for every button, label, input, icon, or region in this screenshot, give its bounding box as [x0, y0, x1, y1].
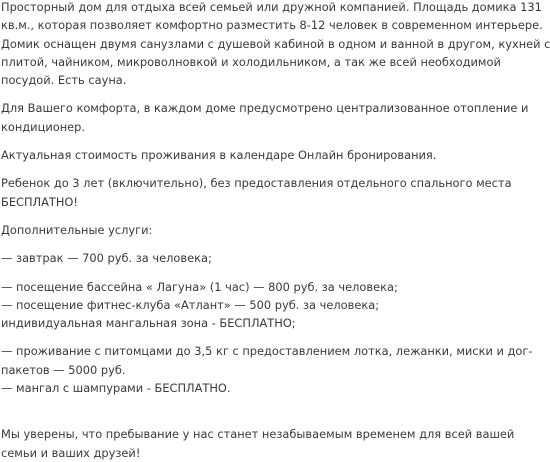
- service-breakfast: [1, 249, 467, 267]
- closing-line-1: Мы уверены, что пребывание у нас станет незабываемым временем для всей вашей: [1, 427, 515, 442]
- service-skewers-text: — мангал с шампурами - БЕСПЛАТНО.: [1, 381, 231, 396]
- description-paragraph: [1, 0, 550, 89]
- services-heading-text: Дополнительные услуги:: [1, 222, 153, 237]
- price-note-line: Актуальная стоимость проживания в календаре Онлайн бронирования.: [1, 148, 437, 163]
- page-content: [1, 0, 550, 462]
- service-breakfast-text: — завтрак — 700 руб. за человека;: [1, 251, 212, 266]
- description-line-3: Домик оснащен двумя санузлами с душевой кабиной в одном и ванной в другом, кухней с: [1, 36, 550, 51]
- services-list-2: [1, 342, 533, 397]
- comfort-line-2: кондиционер.: [1, 119, 86, 134]
- services-list: [1, 278, 467, 333]
- service-bbq-zone-text: индивидуальная мангальная зона - БЕСПЛАТНО;: [1, 316, 296, 331]
- service-pool-text: — посещение бассейна « Лагуна» (1 час) — 800 руб. за человека;: [1, 279, 398, 294]
- price-note: [1, 146, 467, 164]
- service-pets-line-1: — проживание с питомцами до 3,5 кг с предоставлением лотка, лежанки, миски и дог-: [1, 344, 533, 359]
- comfort-line-1: Для Вашего комфорта, в каждом доме предусмотрено централизованное отопление и: [1, 101, 529, 116]
- description-line-1: Просторный дом для отдыха всей семьей или дружной компанией. Площадь домика 131: [1, 0, 542, 14]
- closing-line-2: семьи и ваших друзей!: [1, 445, 141, 460]
- closing-paragraph: [1, 425, 515, 462]
- services-heading: [1, 221, 467, 239]
- service-fitness-text: — посещение фитнес-клуба «Атлант» — 500 руб. за человека;: [1, 297, 380, 312]
- service-pets-line-2: пакетов — 5000 руб.: [1, 362, 126, 377]
- child-note-line-1: Ребенок до 3 лет (включительно), без предоставления отдельного спального места: [1, 176, 512, 191]
- description-line-5: посудой. Есть сауна.: [1, 73, 127, 88]
- description-line-2: кв.м., которая позволяет комфортно разместить 8-12 человек в современном интерьере.: [1, 18, 543, 33]
- comfort-paragraph: [1, 99, 529, 136]
- description-line-4: плитой, чайником, микроволновкой и холодильником, а так же всей необходимой: [1, 54, 501, 69]
- child-note-paragraph: [1, 174, 512, 211]
- child-note-line-2: БЕСПЛАТНО!: [1, 194, 78, 209]
